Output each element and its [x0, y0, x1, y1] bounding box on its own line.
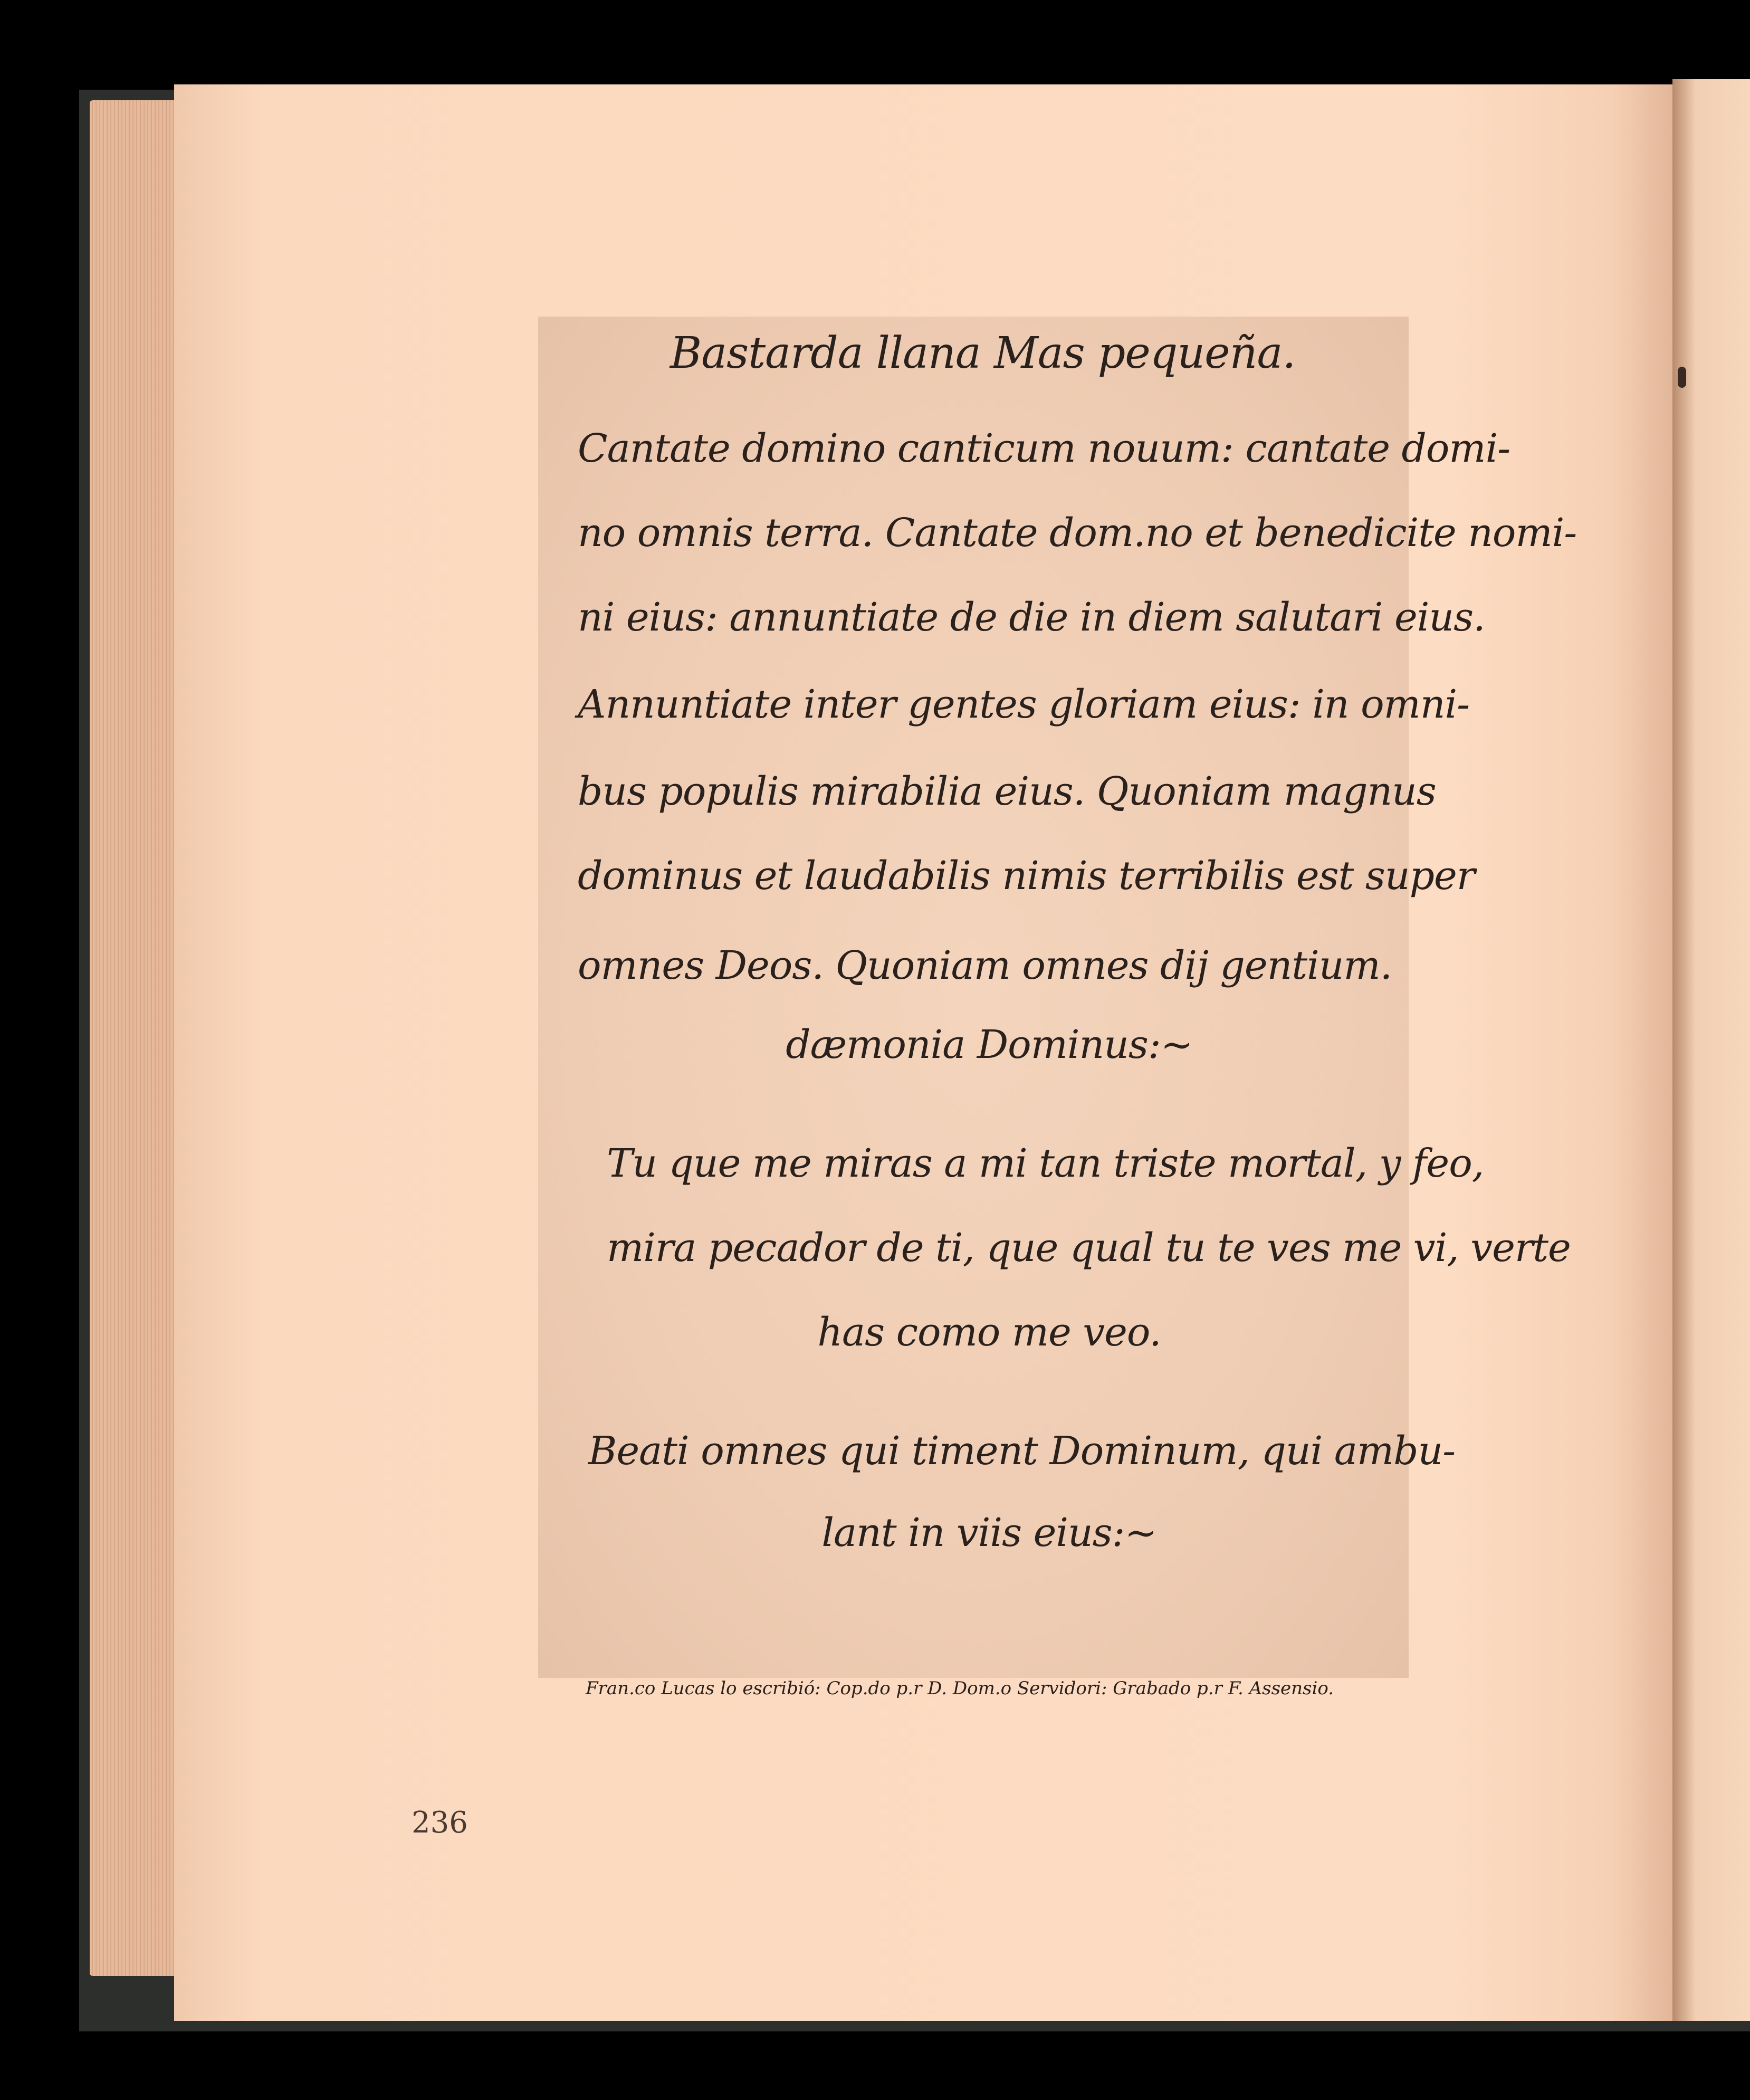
text-line: Annuntiate inter gentes gloriam eius: in omni-: [578, 682, 1470, 727]
next-page: [1672, 79, 1750, 2021]
text-line: bus populis mirabilia eius. Quoniam magnus: [578, 769, 1436, 814]
text-line: omnes Deos. Quoniam omnes dij gentium.: [578, 943, 1392, 988]
plate-title: Bastarda llana Mas pequeña.: [670, 328, 1296, 378]
text-line: dæmonia Dominus:~: [786, 1022, 1193, 1067]
text-line: Tu que me miras a mi tan triste mortal, y feo,: [607, 1141, 1484, 1186]
engraving-credits: Fran.co Lucas lo escribió: Cop.do p.r D. Dom.o Servidori: Grabado p.r F. Assensio.: [586, 1678, 1334, 1699]
text-line: lant in viis eius:~: [821, 1510, 1157, 1555]
page-edges: [90, 100, 182, 1976]
text-line: no omnis terra. Cantate dom.no et benedicite nomi-: [578, 510, 1577, 556]
text-line: mira pecador de ti, que qual tu te ves me vi, verte: [607, 1225, 1571, 1271]
text-line: dominus et laudabilis nimis terribilis est super: [578, 853, 1475, 899]
text-line: Cantate domino canticum nouum: cantate domi-: [578, 426, 1510, 471]
page-mark: [1678, 367, 1686, 388]
page-number: 236: [412, 1806, 468, 1840]
text-line: Beati omnes qui timent Dominum, qui ambu-: [588, 1428, 1456, 1474]
text-line: ni eius: annuntiate de die in diem salutari eius.: [578, 595, 1485, 640]
text-line: has como me veo.: [817, 1310, 1161, 1355]
